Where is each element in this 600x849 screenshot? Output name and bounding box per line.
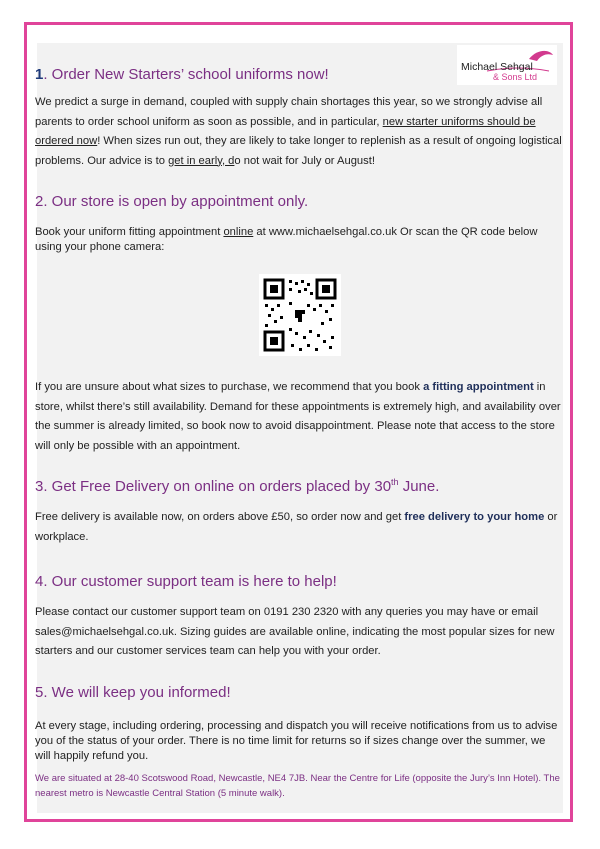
section-2-text-d: in store, whilst there’s still availability. Demand for these appointments is extremely high, and availability over the summer is already limited, so book now to avoid disappointment. Please note that access to the store will only be possible with an appointment. [35,381,561,452]
section-2-text-c: If you are unsure about what sizes to purchase, we recommend that you book [35,381,424,393]
section-2-body-2 [35,378,563,456]
main-content [35,60,563,802]
section-3-title-sup: th [391,477,399,487]
section-1-text-c: o not wait for July or August! [234,154,375,167]
section-4-body: Please contact our customer support team on 0191 230 2320 with any queries you may have or email sales@michaelsehgal.co.uk. Sizing guides are available online, indicating the most popular sizes for new starters and our customer services team can help you with your order. [35,606,555,657]
section-2-heading: 2. Our store is open by appointment only. [35,193,309,210]
online-link[interactable]: online [223,226,254,238]
section-5-heading: 5. We will keep you informed! [35,683,231,701]
section-1-number: 1 [35,66,44,83]
section-3-body [35,508,563,547]
address-footer: We are situated at 28-40 Scotswood Road, Newcastle, NE4 7JB. Near the Centre for Life (opposite the Jury’s Inn Hotel). The nearest metro is Newcastle Central Station (5 minute walk). [35,772,560,799]
get-in-early-text: get in early, d [168,154,235,167]
section-4-heading: 4. Our customer support team is here to help! [35,573,337,590]
qr-code[interactable] [259,274,341,356]
logo-suffix: & Sons Ltd [493,72,538,82]
section-1-body [35,93,563,171]
section-3-title-b: June. [398,478,440,495]
section-2-text-a: Book your uniform fitting appointment [35,226,224,238]
logo-name: Michael Sehgal [461,61,533,73]
section-2-text-b: at www.michaelsehgal.co.uk Or scan the QR code below using your phone camera: [35,226,538,253]
new-starter-link: new starter uniforms should be ordered now [35,115,536,147]
section-3-text-b: or workplace. [35,511,558,543]
section-5-body: At every stage, including ordering, processing and dispatch you will receive notifications from us to advise you of the status of your order. There is no time limit for returns so if sizes change over the summer, we will happily refund you. [35,719,558,762]
section-1-text-b: ! When sizes run out, they are likely to take longer to replenish as a result of ongoing logistical problems. Our advice is to [35,135,562,167]
section-3-heading [35,477,563,495]
fitting-appointment-text: a fitting appointment [423,381,534,393]
section-1-text-a: We predict a surge in demand, coupled with supply chain shortages this year, so we strongly advise all parents to order school uniform as soon as possible, and in particular, [35,96,543,128]
section-2-body-1 [35,225,563,255]
section-3-text-a: Free delivery is available now, on orders above £50, so order now and get [35,511,405,523]
section-1-heading [35,66,563,83]
free-delivery-text: free delivery to your home [404,511,545,523]
qr-code-icon [259,274,341,356]
section-3-title-a: 3. Get Free Delivery on online on orders placed by 30 [35,478,392,495]
section-1-title: . Order New Starters’ school uniforms now! [43,66,329,83]
